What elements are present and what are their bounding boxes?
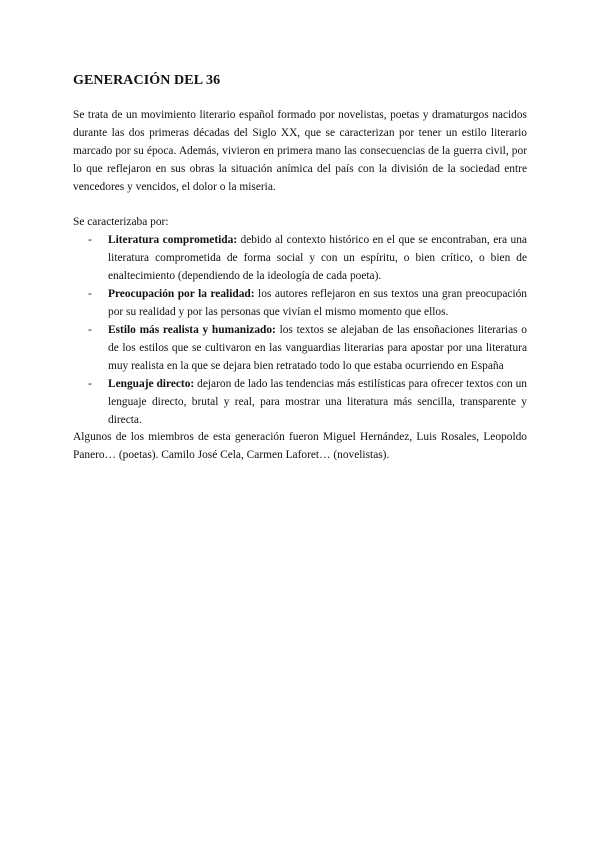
bullet-dash: - [88, 323, 92, 336]
list-item [73, 232, 527, 286]
document-title: GENERACIÓN DEL 36 [73, 73, 221, 88]
characteristic-term: Preocupación por la realidad: [108, 288, 255, 301]
intro-paragraph: Se trata de un movimiento literario español formado por novelistas, poetas y dramaturgos nacidos durante las dos primeras décadas del Siglo XX, que se caracterizan por tener un estilo literario marcado por su época. Además, vivieron en primera mano las consecuencias de la guerra civil, por lo que reflejaron en sus obras la situación anímica del país con la división de la sociedad entre vencedores y vencidos, el dolor o la miseria. [73, 109, 527, 193]
list-item [73, 322, 527, 376]
list-item [73, 286, 527, 322]
characteristic-text: dejaron de lado las tendencias más estilísticas para ofrecer textos con un lenguaje directo, brutal y real, para mostrar una literatura más sencilla, transparente y directa. [108, 377, 527, 426]
characteristic-text: los textos se alejaban de las ensoñaciones literarias o de los estilos que se cultivaron en las vanguardias literarias para apostar por una literatura muy realista en la que se dejara bien retratado todo lo que estaba ocurriendo en España [108, 323, 527, 372]
characteristic-text: debido al contexto histórico en el que se encontraban, era una literatura comprometida de forma social y con un espíritu, o bien crítico, o bien de enaltecimiento (dependiendo de la ideología de cada poeta). [108, 234, 527, 283]
closing-paragraph: Algunos de los miembros de esta generación fueron Miguel Hernández, Luis Rosales, Leopoldo Panero… (poetas). Camilo José Cela, Carmen Laforet… (novelistas). [73, 431, 527, 462]
characteristic-term: Literatura comprometida: [108, 234, 238, 247]
bullet-dash: - [88, 288, 92, 301]
list-intro: Se caracterizaba por: [73, 215, 169, 228]
bullet-dash: - [88, 234, 92, 247]
characteristic-text: los autores reflejaron en sus textos una gran preocupación por su realidad y por las personas que vivían el mismo momento que ellos. [108, 288, 527, 319]
characteristic-term: Estilo más realista y humanizado: [108, 323, 276, 336]
list-item [73, 376, 527, 430]
characteristics-list [73, 232, 527, 429]
characteristic-term: Lenguaje directo: [108, 377, 195, 390]
document-body [73, 72, 527, 465]
bullet-dash: - [88, 377, 92, 390]
